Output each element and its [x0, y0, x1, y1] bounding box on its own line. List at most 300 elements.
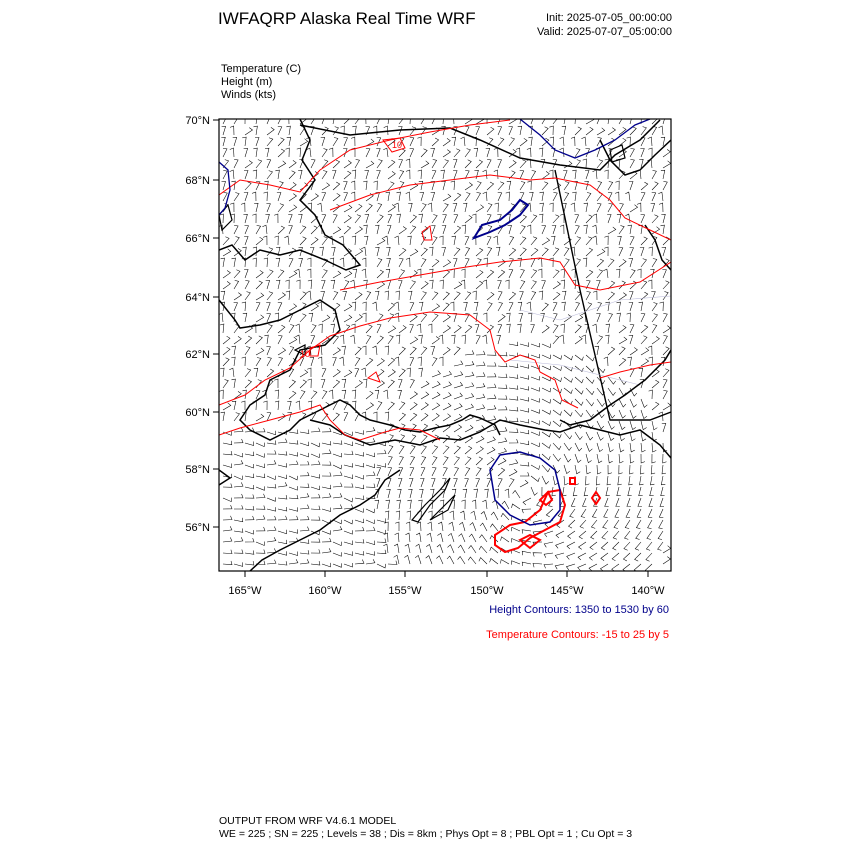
- wind-barb: [307, 269, 311, 278]
- wind-barb: [476, 468, 481, 477]
- wind-barb: [333, 472, 342, 476]
- wind-barb: [549, 170, 553, 179]
- wind-barb: [465, 350, 474, 355]
- wind-barb: [374, 181, 378, 190]
- wind-barb: [377, 259, 382, 268]
- wind-barb: [333, 292, 338, 301]
- wind-barb: [333, 493, 342, 498]
- wind-barb: [453, 313, 457, 322]
- wind-barb: [322, 237, 328, 245]
- wind-barb: [398, 281, 402, 290]
- wind-barb: [410, 226, 416, 234]
- wind-barb: [616, 269, 620, 278]
- wind-barb: [375, 225, 379, 234]
- wind-barb: [289, 552, 298, 556]
- wind-barb: [333, 542, 342, 546]
- wind-barb: [418, 500, 422, 509]
- wind-barb: [663, 326, 671, 333]
- wind-barb: [482, 500, 487, 509]
- wind-barb: [663, 546, 671, 553]
- wind-barb: [490, 524, 498, 531]
- wind-barb: [539, 214, 543, 223]
- wind-barb: [509, 236, 514, 245]
- wind-barb: [278, 293, 286, 300]
- wind-barb: [461, 269, 465, 278]
- wind-barb: [490, 547, 498, 553]
- wind-barb: [527, 148, 531, 157]
- wind-barb: [355, 159, 360, 168]
- wind-barb: [234, 159, 238, 168]
- height-contours: [219, 119, 650, 525]
- wind-barb: [242, 302, 246, 311]
- wind-barb: [431, 192, 435, 201]
- wind-barb: [561, 280, 565, 289]
- wind-barb: [284, 236, 289, 245]
- wind-barb: [333, 505, 342, 510]
- wind-barb: [333, 193, 340, 201]
- wind-barb: [641, 336, 647, 344]
- wind-barb: [540, 313, 544, 322]
- wind-barb: [531, 270, 537, 278]
- wind-barb: [443, 204, 448, 213]
- wind-barb: [373, 126, 377, 135]
- wind-barb: [432, 304, 440, 311]
- wind-barb: [527, 302, 531, 311]
- wind-barb: [329, 148, 333, 157]
- wind-barb: [563, 171, 567, 180]
- wind-barb: [520, 375, 529, 379]
- wind-barb: [399, 248, 406, 256]
- wind-barb: [256, 160, 262, 168]
- wind-barb: [443, 457, 448, 466]
- wind-barb: [234, 413, 240, 421]
- wind-barb: [608, 454, 613, 463]
- wind-barb: [601, 542, 608, 550]
- wind-barb: [355, 452, 364, 456]
- wind-barb: [454, 457, 460, 465]
- wind-barb: [549, 203, 553, 212]
- wind-barb: [619, 358, 626, 366]
- wind-barb: [448, 533, 454, 542]
- wind-barb: [498, 363, 507, 367]
- wind-barb: [454, 214, 458, 223]
- wind-barb: [344, 498, 353, 502]
- wind-barb: [387, 226, 391, 235]
- wind-barb: [608, 347, 615, 355]
- wind-barb: [553, 421, 561, 427]
- wind-barb: [465, 193, 470, 202]
- wind-barb: [473, 291, 477, 300]
- wind-barb: [453, 203, 457, 212]
- wind-barb: [559, 335, 564, 344]
- wind-barb: [573, 487, 577, 496]
- wind-barb: [220, 390, 224, 399]
- wind-barb: [399, 446, 404, 455]
- wind-barb: [296, 401, 300, 410]
- wind-barb: [278, 530, 287, 534]
- wind-barb: [563, 487, 567, 496]
- wind-barb: [340, 258, 344, 267]
- wind-barb: [262, 225, 267, 234]
- wind-barb: [608, 292, 615, 300]
- wind-barb: [255, 138, 259, 147]
- wind-barb: [498, 395, 507, 399]
- wind-barb: [476, 248, 483, 256]
- wind-barb: [487, 236, 491, 245]
- wind-barb: [531, 387, 540, 391]
- wind-barb: [322, 441, 331, 445]
- wind-barb: [223, 464, 232, 468]
- wind-barb: [443, 371, 452, 377]
- wind-barb: [581, 137, 586, 146]
- wind-barb: [501, 513, 509, 520]
- wind-barb: [498, 406, 507, 410]
- wind-barb: [454, 149, 460, 157]
- wind-barb: [377, 518, 386, 522]
- wind-barb: [454, 325, 461, 333]
- wind-barb: [245, 550, 254, 554]
- wind-barb: [300, 183, 308, 190]
- wind-barb: [597, 203, 601, 212]
- wind-barb: [564, 355, 573, 360]
- wind-barb: [245, 494, 254, 498]
- lon-label-150: 150°W: [470, 585, 504, 597]
- wind-barb: [495, 489, 499, 498]
- wind-barb: [454, 393, 462, 399]
- wind-barb: [355, 249, 363, 256]
- wind-barb: [267, 560, 276, 564]
- wind-barb: [372, 302, 377, 311]
- wind-barb: [300, 559, 309, 564]
- wind-barb: [564, 454, 571, 462]
- wind-barb: [520, 215, 527, 223]
- wind-barb: [585, 171, 589, 180]
- wind-barb: [450, 511, 454, 520]
- wind-barb: [608, 182, 613, 191]
- wind-barb: [663, 379, 667, 388]
- wind-barb: [553, 410, 562, 415]
- wind-barb: [542, 476, 549, 484]
- wind-barb: [421, 314, 427, 322]
- wind-barb: [586, 377, 594, 383]
- wind-barb: [471, 511, 476, 520]
- wind-barb: [579, 531, 586, 539]
- wind-barb: [319, 324, 323, 333]
- wind-barb: [342, 379, 346, 388]
- wind-barb: [310, 357, 314, 366]
- wind-barb: [311, 226, 317, 234]
- wind-barb: [440, 280, 444, 289]
- wind-barb: [355, 551, 364, 555]
- wind-barb: [342, 390, 346, 399]
- wind-barb: [278, 540, 287, 544]
- wind-barb: [619, 247, 623, 256]
- wind-barb: [567, 542, 575, 549]
- wind-barb: [432, 314, 438, 322]
- wind-barb: [498, 192, 502, 201]
- wind-barb: [355, 215, 361, 223]
- wind-barb: [487, 159, 491, 168]
- wind-barb: [289, 476, 298, 480]
- wind-barb: [429, 247, 433, 256]
- wind-barb: [641, 237, 647, 245]
- wind-barb: [300, 292, 306, 300]
- wind-barb: [408, 489, 412, 498]
- wind-barb: [617, 487, 621, 496]
- wind-barb: [363, 379, 367, 388]
- wind-barb: [322, 214, 326, 223]
- wind-barb: [267, 431, 276, 435]
- wind-barb: [311, 194, 319, 201]
- wind-barb: [428, 522, 433, 531]
- wind-barb: [398, 380, 402, 389]
- wind-barb: [553, 270, 559, 278]
- wind-barb: [344, 271, 352, 278]
- wind-barb: [234, 476, 243, 480]
- wind-barb: [267, 516, 276, 520]
- wind-barb: [288, 225, 292, 234]
- wind-barb: [641, 421, 647, 430]
- wind-barb: [561, 324, 565, 333]
- wind-barb: [256, 293, 264, 300]
- wind-barb: [289, 182, 296, 190]
- wind-barb: [442, 247, 446, 256]
- wind-barb: [399, 402, 405, 410]
- wind-barb: [509, 138, 515, 146]
- wind-barb: [454, 425, 462, 432]
- wind-barb: [533, 553, 542, 557]
- wind-barb: [410, 467, 414, 476]
- wind-barb: [592, 236, 597, 245]
- wind-barb: [465, 258, 469, 267]
- wind-barb: [613, 542, 619, 550]
- wind-barb: [662, 465, 666, 474]
- wind-barb: [245, 561, 254, 565]
- temperature-contour-label: 10: [392, 140, 403, 150]
- wind-barb: [509, 269, 513, 278]
- wind-barb: [383, 148, 388, 157]
- wind-barb: [542, 432, 551, 437]
- wind-barb: [639, 487, 643, 496]
- wind-barb: [234, 193, 239, 202]
- wind-barb: [333, 563, 342, 567]
- wind-barb: [652, 454, 656, 463]
- wind-barb: [487, 303, 492, 312]
- wind-barb: [410, 357, 414, 366]
- wind-barb: [619, 226, 624, 235]
- wind-barb: [267, 537, 276, 542]
- wind-barb: [468, 557, 476, 564]
- wind-barb: [267, 292, 273, 300]
- wind-barb: [465, 247, 470, 256]
- wind-barb: [520, 281, 525, 290]
- wind-barb: [287, 401, 291, 410]
- wind-barb: [388, 160, 395, 168]
- wind-barb: [421, 281, 428, 289]
- wind-barb: [498, 126, 502, 135]
- wind-barb: [366, 336, 371, 345]
- wind-barb: [520, 342, 529, 346]
- wind-barb: [511, 561, 520, 565]
- wind-barb: [322, 171, 327, 180]
- wind-barb: [289, 452, 298, 456]
- wind-barb: [420, 479, 424, 488]
- wind-barb: [640, 148, 644, 157]
- wind-barb: [476, 478, 480, 487]
- wind-barb: [331, 324, 335, 333]
- wind-barb: [355, 539, 364, 543]
- wind-barb: [278, 348, 286, 355]
- wind-barb: [322, 563, 331, 567]
- wind-barb: [289, 205, 297, 212]
- wind-barb: [584, 181, 588, 190]
- wind-barb: [591, 531, 597, 539]
- wind-barb: [289, 529, 298, 533]
- wind-barb: [480, 523, 487, 531]
- wind-barb: [640, 465, 644, 474]
- wind-barb: [388, 326, 396, 333]
- wind-barb: [399, 413, 406, 421]
- wind-barb: [432, 457, 437, 466]
- wind-barb: [222, 126, 226, 135]
- wind-barb: [453, 160, 457, 169]
- wind-barb: [465, 183, 473, 191]
- wind-barb: [355, 463, 364, 467]
- wind-barb: [630, 205, 638, 212]
- wind-barb: [623, 553, 630, 561]
- wind-barb: [619, 115, 624, 124]
- wind-barb: [505, 280, 509, 289]
- wind-barb: [256, 506, 265, 510]
- wind-barb: [443, 326, 451, 334]
- wind-barb: [520, 480, 528, 487]
- wind-barb: [597, 115, 601, 124]
- wind-barb: [641, 325, 648, 333]
- wind-barb: [377, 550, 386, 554]
- wind-barb: [234, 518, 243, 522]
- wind-barb: [288, 214, 292, 223]
- wind-barb: [243, 214, 247, 223]
- wind-barb: [597, 421, 604, 429]
- wind-barb: [311, 335, 315, 344]
- wind-barb: [474, 170, 478, 179]
- wind-barb: [300, 139, 308, 146]
- wind-barb: [454, 446, 460, 454]
- wind-barb: [340, 335, 344, 344]
- wind-barb: [410, 337, 418, 344]
- wind-barb: [308, 379, 312, 388]
- wind-barb: [418, 335, 422, 344]
- wind-barb: [234, 293, 242, 300]
- wind-barb: [366, 484, 375, 488]
- lat-label-68: 68°N: [185, 175, 210, 187]
- wind-barb: [531, 487, 538, 495]
- wind-barb: [395, 357, 399, 366]
- wind-barb: [267, 440, 276, 444]
- wind-barb: [278, 335, 282, 344]
- wind-barb: [344, 475, 353, 479]
- wind-barb: [245, 516, 254, 520]
- wind-barb: [509, 396, 518, 400]
- wind-barb: [432, 337, 439, 345]
- lat-label-62: 62°N: [185, 349, 210, 361]
- wind-barb: [652, 182, 658, 190]
- wind-barb: [652, 314, 658, 322]
- wind-barb: [615, 509, 619, 518]
- wind-barb: [394, 203, 399, 212]
- wind-barb: [256, 486, 265, 490]
- wind-barb: [586, 399, 594, 406]
- wind-barb: [637, 269, 641, 278]
- wind-barb: [608, 388, 616, 395]
- wind-barb: [487, 373, 496, 377]
- wind-barb: [385, 291, 389, 300]
- wind-barb: [366, 161, 374, 168]
- wind-barb: [538, 258, 542, 267]
- wind-barb: [542, 355, 551, 359]
- wind-barb: [597, 181, 602, 190]
- wind-barb: [487, 292, 494, 300]
- wind-barb: [386, 500, 390, 509]
- wind-barb: [463, 489, 467, 498]
- wind-barb: [553, 116, 559, 124]
- wind-barb: [649, 498, 653, 507]
- wind-barb: [465, 372, 474, 377]
- wind-barb: [275, 170, 279, 179]
- wind-barb: [597, 249, 605, 256]
- wind-barb: [452, 236, 456, 245]
- wind-barb: [366, 403, 374, 410]
- wind-barb: [242, 247, 246, 256]
- wind-barb: [586, 127, 593, 135]
- wind-barb: [409, 479, 413, 488]
- wind-barb: [333, 520, 342, 524]
- wind-barb: [322, 485, 331, 489]
- wind-barb: [531, 248, 538, 256]
- wind-barb: [388, 467, 392, 476]
- wind-barb: [256, 348, 264, 355]
- wind-barb: [443, 315, 450, 323]
- wind-barb: [564, 259, 569, 267]
- wind-barb: [311, 159, 315, 168]
- wind-barb: [463, 302, 467, 311]
- wind-barb: [500, 560, 509, 565]
- wind-barb: [344, 451, 353, 455]
- wind-barb: [648, 280, 652, 289]
- wind-barb: [542, 465, 550, 472]
- wind-barb: [388, 205, 395, 213]
- wind-barb: [366, 464, 375, 468]
- wind-barb: [406, 522, 410, 531]
- wind-barb: [421, 457, 426, 466]
- wind-barb: [443, 150, 451, 157]
- wind-barb: [344, 551, 353, 555]
- wind-barb: [575, 302, 580, 311]
- wind-barb: [223, 441, 232, 445]
- wind-barb: [648, 509, 652, 518]
- wind-barb: [377, 530, 386, 534]
- wind-barb: [267, 357, 271, 366]
- wind-barb: [399, 347, 405, 355]
- wind-barb: [454, 248, 460, 256]
- wind-barb: [231, 357, 235, 366]
- wind-barb: [363, 181, 367, 190]
- wind-barb: [520, 170, 524, 179]
- wind-barb: [322, 472, 331, 476]
- wind-barb: [459, 534, 466, 542]
- wind-barb: [575, 443, 582, 451]
- wind-barb: [234, 550, 243, 554]
